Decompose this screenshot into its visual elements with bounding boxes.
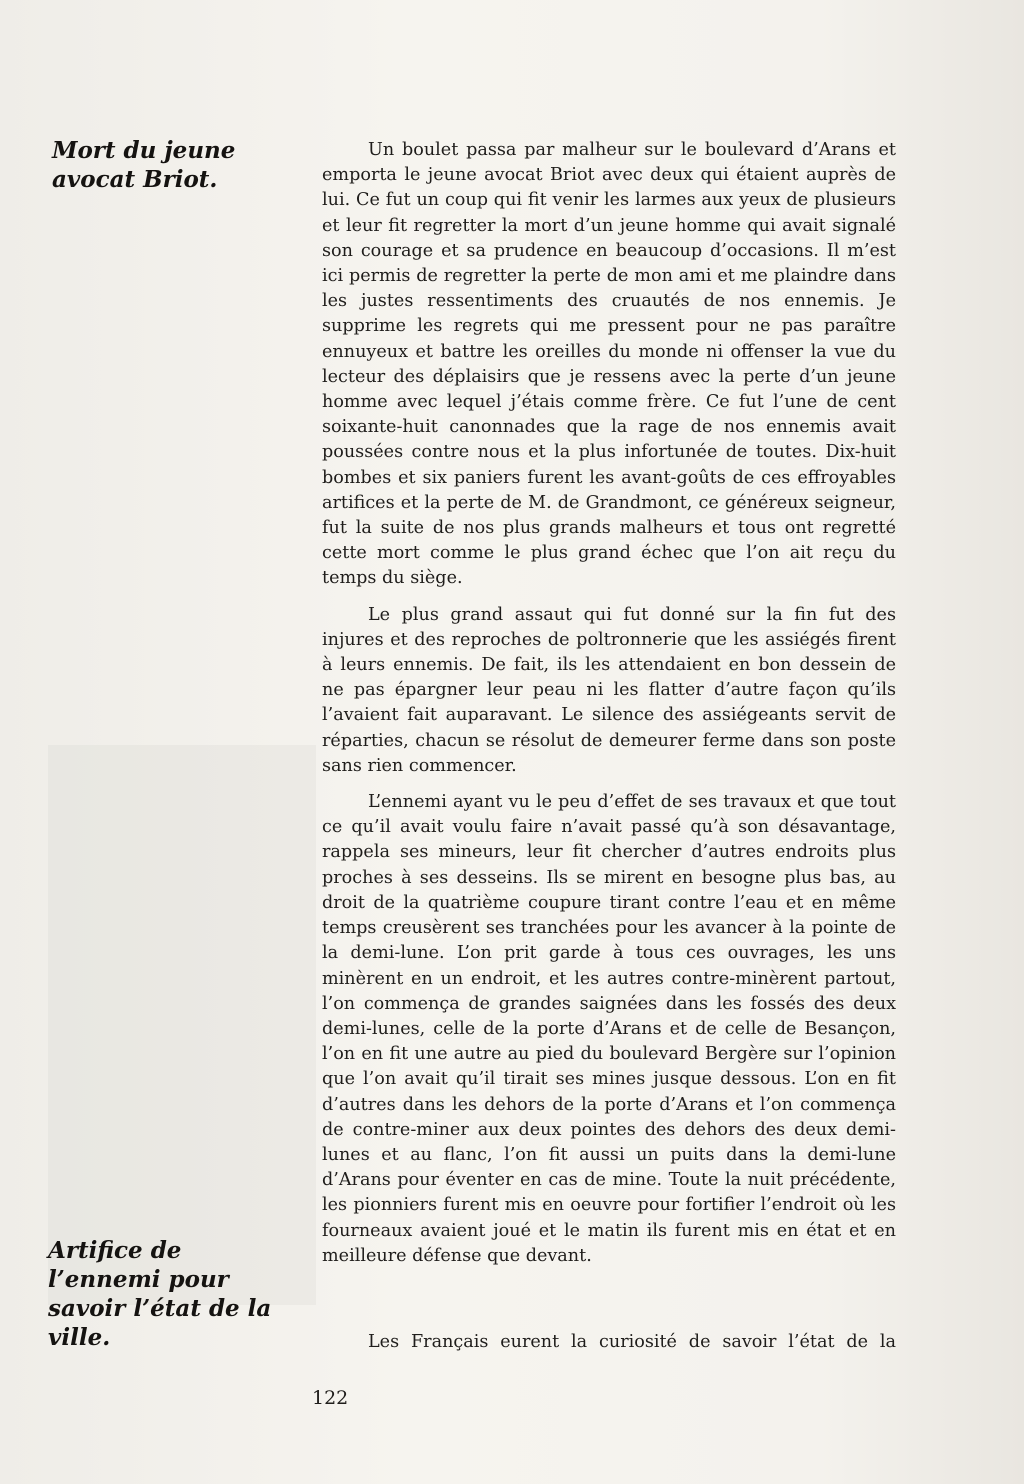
paragraph-4: Les Français eurent la curiosité de savoir l’état de la: [368, 1332, 896, 1352]
paragraph-2: Le plus grand assaut qui fut donné sur la fin fut des injures et des reproches de poltronnerie que les assiégés firent à leurs ennemis. De fait, ils les attendaient en bon dessein de ne pas épargner leur peau ni les flatter d’autre façon qu’ils l’avaient fait auparavant. Le silence des assiégeants servit de réparties, chacun se résolut de demeurer ferme dans son poste sans rien commencer.: [322, 604, 896, 776]
paragraph-3: L’ennemi ayant vu le peu d’effet de ses travaux et que tout ce qu’il avait voulu faire n’avait passé qu’à son désavantage, rappela ses mineurs, leur fit chercher d’autres endroits plus proches à ses desseins. Ils se mirent en besogne plus bas, au droit de la quatrième coupure tirant contre l’eau et en même temps creusèrent ses tranchées pour les avancer à la pointe de la demi-lune. L’on prit garde à tous ces ouvrages, les uns minèrent en un endroit, et les autres contre-minèrent partout, l’on commença de grandes saignées dans les fossés des deux demi-lunes, celle de la porte d’Arans et de celle de Besançon, l’on en fit une autre au pied du boulevard Bergère sur l’opinion que l’on avait qu’il tirait ses mines jusque dessous. L’on en fit d’autres dans les dehors de la porte d’Arans et l’on commença de contre-miner aux deux pointes des dehors des deux demi-lunes et au flanc, l’on fit aussi un puits dans la demi-lune d’Arans pour éventer en cas de mine. Toute la nuit précédente, les pionniers furent mis en oeuvre pour fortifier l’endroit où les fourneaux avaient joué et le matin ils furent mis en état et en meilleure défense que devant.: [322, 792, 896, 1266]
faded-background-patch: [48, 745, 316, 1305]
margin-note-briot: Mort du jeune avocat Briot.: [52, 137, 236, 193]
paragraph-1: Un boulet passa par malheur sur le boulevard d’Arans et emporta le jeune avocat Briot avec deux qui étaient auprès de lui. Ce fut un coup qui fit venir les larmes aux yeux de plusieurs et leur fit regretter la mort d’un jeune homme qui avait signalé son courage et sa prudence en beaucoup d’occasions. Il m’est ici permis de regretter la perte de mon ami et me plaindre dans les justes ressentiments des cruautés de nos ennemis. Je supprime les regrets qui me pressent pour ne pas paraître ennuyeux et battre les oreilles du monde ni offenser la vue du lecteur des déplaisirs que je ressens avec la perte d’un jeune homme avec lequel j’étais comme frère. Ce fut l’une de cent soixante-huit canonnades que la rage de nos ennemis avait poussées contre nous et la plus infortunée de toutes. Dix-huit bombes et six paniers furent les avant-goûts de ces effroyables artifices et la perte de M. de Grandmont, ce généreux seigneur, fut la suite de nos plus grands malheurs et tous ont regretté cette mort comme le plus grand échec que l’on ait reçu du temps du siège.: [322, 140, 896, 589]
margin-note-artifice: Artifice de l’ennemi pour savoir l’état de la ville.: [48, 1237, 272, 1351]
main-text: [322, 138, 896, 1269]
page-number: 122: [312, 1387, 349, 1409]
